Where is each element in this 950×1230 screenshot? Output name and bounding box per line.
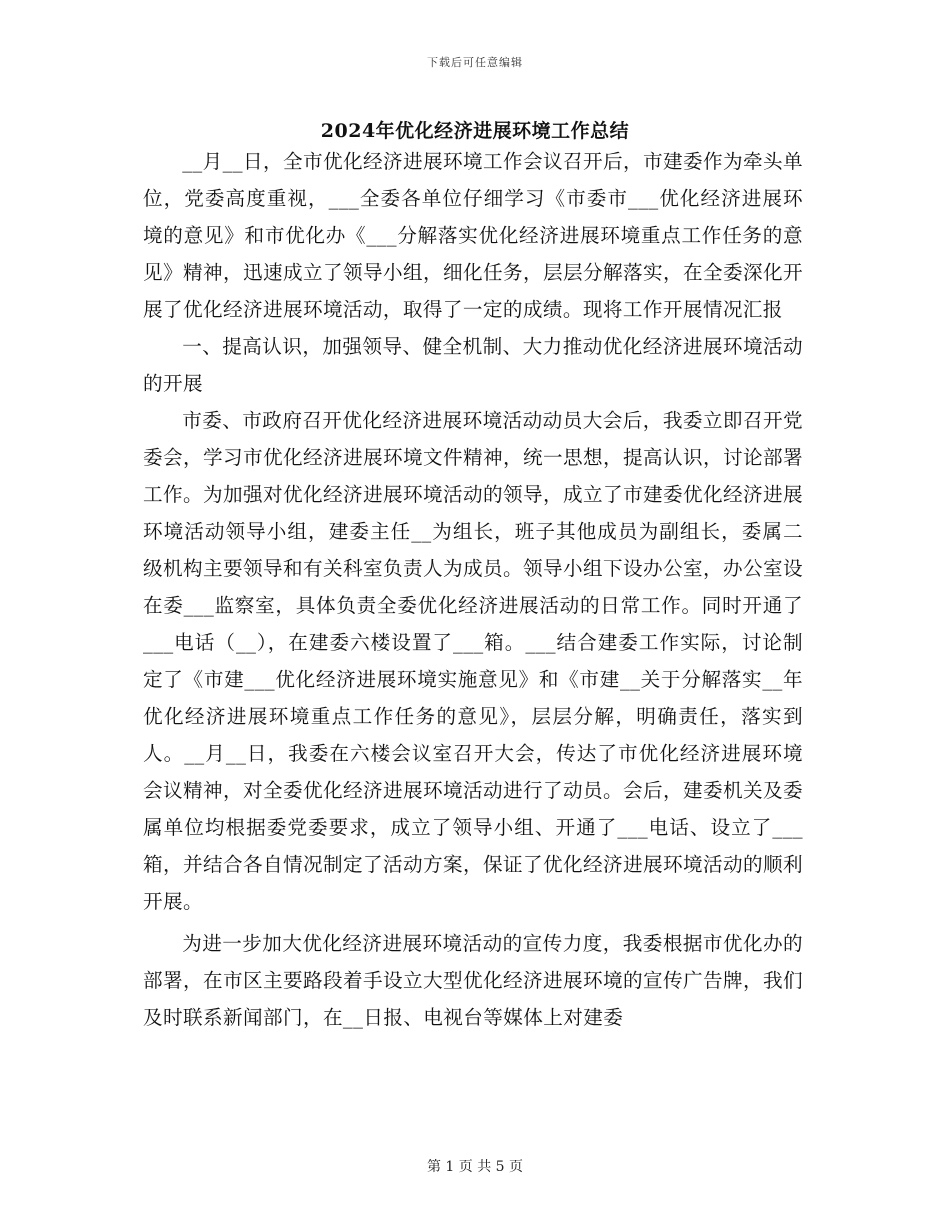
paragraph-section-heading: 一、提高认识，加强领导、健全机制、大力推动优化经济进展环境活动的开展 — [143, 335, 803, 395]
document-title: 2024年优化经济进展环境工作总结 — [320, 120, 630, 142]
paragraph-publicity: 为进一步加大优化经济进展环境活动的宣传力度，我委根据市优化办的部署，在市区主要路段着手设立大型优化经济进展环境的宣传广告牌，我们及时联系新闻部门，在__日报、电视台等媒体上对建委 — [143, 932, 803, 1029]
paragraph-leadership: 市委、市政府召开优化经济进展环境活动动员大会后，我委立即召开党委会，学习市优化经济进展环境文件精神，统一思想，提高认识，讨论部署工作。为加强对优化经济进展环境活动的领导，成立了市建委优化经济进展环境活动领导小组，建委主任__为组长，班子其他成员为副组长，委属二级机构主要领导和有关科室负责人为成员。领导小组下设办公室，办公室设在委___监察室，具体负责全委优化经济进展活动的日常工作。同时开通了___电话（__），在建委六楼设置了___箱。___结合建委工作实际，讨论制定了《市建___优化经济进展环境实施意见》和《市建__关于分解落实__年优化经济进展环境重点工作任务的意见》，层层分解，明确责任，落实到人。__月__日，我委在六楼会议室召开大会，传达了市优化经济进展环境会议精神，对全委优化经济进展环境活动进行了动员。会后，建委机关及委属单位均根据委党委要求，成立了领导小组、开通了___电话、设立了___箱，并结合各自情况制定了活动方案，保证了优化经济进展环境活动的顺利开展。 — [143, 409, 803, 913]
document-body — [143, 143, 803, 1036]
page-footer: 第 1 页 共 5 页 — [426, 1159, 524, 1175]
header-note: 下载后可任意编辑 — [427, 56, 523, 69]
paragraph-intro: __月__日，全市优化经济进展环境工作会议召开后，市建委作为牵头单位，党委高度重视，___全委各单位仔细学习《市委市___优化经济进展环境的意见》和市优化办《___分解落实优化经济进展环境重点工作任务的意见》精神，迅速成立了领导小组，细化任务，层层分解落实，在全委深化开展了优化经济进展环境活动，取得了一定的成绩。现将工作开展情况汇报 — [143, 150, 803, 321]
